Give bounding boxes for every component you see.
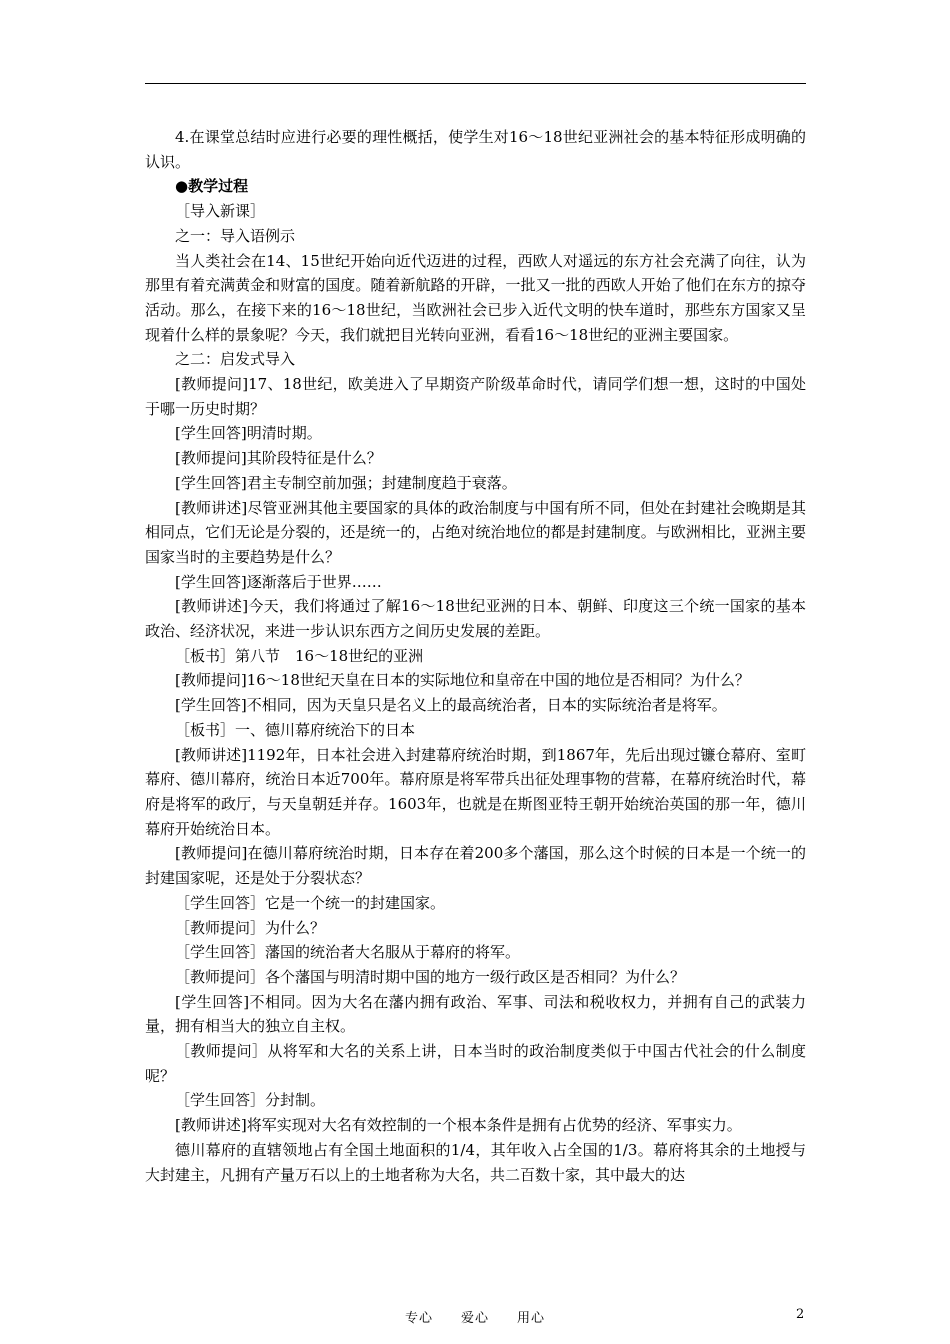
section-heading: ●教学过程: [175, 177, 249, 196]
paragraph: ［教师提问］为什么？: [175, 918, 326, 937]
paragraph: ［导入新课］: [175, 202, 266, 221]
footer-motto: 专心 爱心 用心: [404, 1311, 545, 1326]
paragraph: [教师讲述]今天，我们将通过了解16～18世纪亚洲的日本、朝鲜、印度这三个统一国家的基本政治、经济状况，来进一步认识东西方之间历史发展的差距。: [145, 597, 806, 641]
paragraph: ［板书］第八节 16～18世纪的亚洲: [175, 646, 424, 665]
paragraph: ［学生回答］分封制。: [175, 1091, 326, 1110]
paragraph: [学生回答]明清时期。: [175, 424, 322, 443]
header-rule: [145, 83, 806, 84]
paragraph: ［板书］一、德川幕府统治下的日本: [175, 720, 416, 739]
paragraph: 4.在课堂总结时应进行必要的理性概括，使学生对16～18世纪亚洲社会的基本特征形成明确的认识。: [145, 128, 806, 171]
paragraph: [教师提问]17、18世纪，欧美进入了早期资产阶级革命时代，请同学们想一想，这时的中国处于哪一历史时期？: [145, 375, 806, 418]
paragraph: [学生回答]不相同。因为大名在藩内拥有政治、军事、司法和税收权力，并拥有自己的武装力量，拥有相当大的独立自主权。: [145, 992, 806, 1036]
paragraph: [教师讲述]尽管亚洲其他主要国家的具体的政治制度与中国有所不同，但处在封建社会晚期是其相同点，它们无论是分裂的，还是统一的，占绝对统治地位的都是封建制度。与欧洲相比，亚洲主要国家当时的主要趋势是什么？: [145, 498, 806, 566]
paragraph: 之一：导入语例示: [175, 226, 296, 245]
page-number: 2: [796, 1307, 805, 1322]
paragraph: 德川幕府的直辖领地占有全国土地面积的1/4，其年收入占全国的1/3。幕府将其余的土地授与大封建主，凡拥有产量万石以上的土地者称为大名，共二百数十家，其中最大的达: [145, 1140, 806, 1184]
paragraph: [教师讲述]1192年，日本社会进入封建幕府统治时期，到1867年，先后出现过镰仓幕府、室町幕府、德川幕府，统治日本近700年。幕府原是将军带兵出征处理事物的营幕，在幕府统治时代，幕府是将军的政厅，与天皇朝廷并存。1603年，也就是在斯图亚特王朝开始统治英国的那一年，德川幕府开始统治日本。: [145, 745, 806, 838]
paragraph: [学生回答]君主专制空前加强；封建制度趋于衰落。: [175, 473, 517, 492]
paragraph: ［学生回答］它是一个统一的封建国家。: [175, 893, 446, 912]
paragraph: ［教师提问］各个藩国与明清时期中国的地方一级行政区是否相同？为什么？: [175, 967, 686, 986]
paragraph: [教师提问]16～18世纪天皇在日本的实际地位和皇帝在中国的地位是否相同？为什么？: [175, 671, 750, 690]
paragraph: 之二：启发式导入: [175, 350, 296, 369]
paragraph: 当人类社会在14、15世纪开始向近代迈进的过程，西欧人对遥远的东方社会充满了向往，认为那里有着充满黄金和财富的国度。随着新航路的开辟，一批又一批的西欧人开始了他们在东方的掠夺活动。那么，在接下来的16～18世纪，当欧洲社会已步入近代文明的快车道时，那些东方国家又呈现着什么样的景象呢？今天，我们就把目光转向亚洲，看看16～18世纪的亚洲主要国家。: [145, 251, 806, 344]
paragraph: [学生回答]逐渐落后于世界……: [175, 572, 382, 591]
body-text: [145, 125, 806, 1187]
paragraph: ［教师提问］从将军和大名的关系上讲，日本当时的政治制度类似于中国古代社会的什么制度呢？: [145, 1042, 806, 1085]
paragraph: [学生回答]不相同，因为天皇只是名义上的最高统治者，日本的实际统治者是将军。: [175, 696, 727, 715]
paragraph: [教师提问]在德川幕府统治时期，日本存在着200多个藩国，那么这个时候的日本是一个统一的封建国家呢，还是处于分裂状态？: [145, 844, 806, 888]
paragraph: ［学生回答］藩国的统治者大名服从于幕府的将军。: [175, 943, 521, 962]
paragraph: [教师讲述]将军实现对大名有效控制的一个根本条件是拥有占优势的经济、军事实力。: [175, 1116, 742, 1135]
paragraph: [教师提问]其阶段特征是什么？: [175, 449, 382, 468]
